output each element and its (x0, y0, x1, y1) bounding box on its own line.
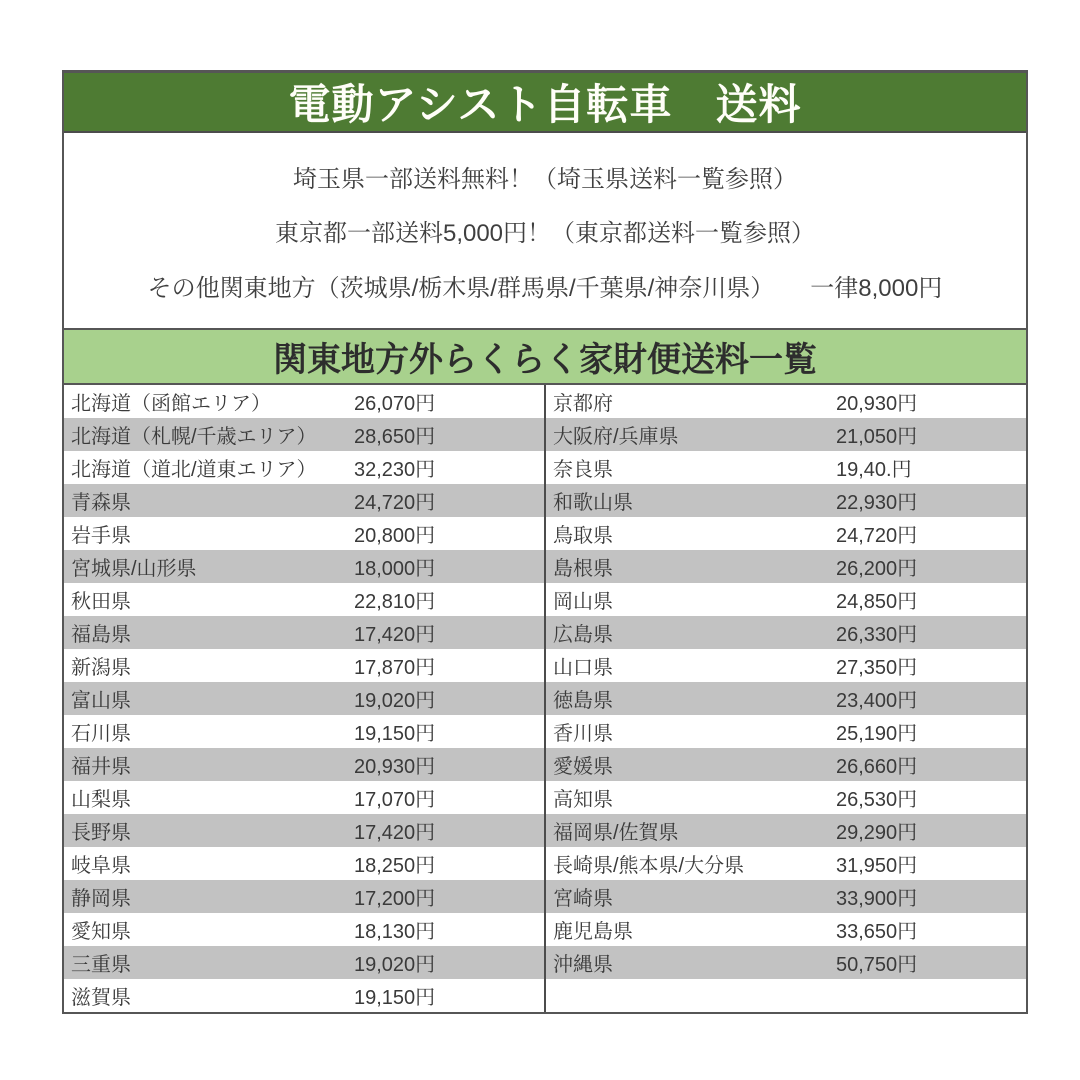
table-row (64, 979, 544, 1012)
prefecture-name: 広島県 (553, 624, 613, 646)
prefecture-name: 京都府 (553, 393, 613, 415)
prefecture-name: 長崎県/熊本県/大分県 (553, 855, 745, 877)
prefecture-name: 愛媛県 (553, 756, 613, 778)
prefecture-name: 宮崎県 (553, 888, 613, 910)
prefecture-name: 北海道（札幌/千歳エリア） (71, 426, 317, 448)
prefecture-name: 三重県 (71, 954, 131, 976)
shipping-price: 20,930円 (836, 393, 918, 415)
prefecture-name: 愛知県 (71, 921, 131, 943)
shipping-price: 28,650円 (354, 426, 436, 448)
prefecture-name: 岡山県 (553, 591, 613, 613)
shipping-price: 19,40.円 (836, 459, 912, 481)
prefecture-name: 青森県 (71, 492, 131, 514)
shipping-price: 21,050円 (836, 426, 918, 448)
shipping-price: 33,900円 (836, 888, 918, 910)
table-row (546, 979, 1026, 1012)
prefecture-name: 奈良県 (553, 459, 613, 481)
shipping-price: 26,070円 (354, 393, 436, 415)
prefecture-name: 長野県 (71, 822, 131, 844)
shipping-price: 27,350円 (836, 657, 918, 679)
shipping-price: 17,870円 (354, 657, 436, 679)
prefecture-name: 北海道（道北/道東エリア） (71, 459, 317, 481)
table-row (64, 550, 544, 583)
table-row (546, 583, 1026, 616)
shipping-price: 26,660円 (836, 756, 918, 778)
table-row (64, 880, 544, 913)
shipping-price: 19,020円 (354, 690, 436, 712)
prefecture-name: 滋賀県 (71, 987, 131, 1009)
prefecture-name: 宮城県/山形県 (71, 558, 197, 580)
prefecture-name: 福島県 (71, 624, 131, 646)
shipping-table-right-column (545, 385, 1026, 1012)
prefecture-name: 沖縄県 (553, 954, 613, 976)
note-saitama: 埼玉県一部送料無料！（埼玉県送料一覧参照） (293, 165, 797, 193)
table-row (546, 880, 1026, 913)
prefecture-name: 和歌山県 (553, 492, 633, 514)
shipping-price: 17,070円 (354, 789, 436, 811)
shipping-price: 19,150円 (354, 723, 436, 745)
prefecture-name: 高知県 (553, 789, 613, 811)
prefecture-name: 秋田県 (71, 591, 131, 613)
table-row (546, 814, 1026, 847)
table-row (546, 847, 1026, 880)
shipping-price: 31,950円 (836, 855, 918, 877)
shipping-price: 26,530円 (836, 789, 918, 811)
table-row (546, 781, 1026, 814)
shipping-notes (64, 133, 1026, 330)
shipping-price: 33,650円 (836, 921, 918, 943)
shipping-price: 17,200円 (354, 888, 436, 910)
shipping-price: 20,800円 (354, 525, 436, 547)
table-row (64, 748, 544, 781)
table-row (546, 649, 1026, 682)
table-row (64, 781, 544, 814)
shipping-price: 18,000円 (354, 558, 436, 580)
prefecture-name: 鹿児島県 (553, 921, 633, 943)
prefecture-name: 福岡県/佐賀県 (553, 822, 679, 844)
table-title: 関東地方外らくらく家財便送料一覧 (64, 330, 1026, 385)
shipping-price: 26,330円 (836, 624, 918, 646)
shipping-price: 17,420円 (354, 822, 436, 844)
prefecture-name: 徳島県 (553, 690, 613, 712)
shipping-price: 23,400円 (836, 690, 918, 712)
shipping-price: 25,190円 (836, 723, 918, 745)
table-row (64, 517, 544, 550)
table-row (546, 517, 1026, 550)
note-tokyo: 東京都一部送料5,000円！（東京都送料一覧参照） (274, 220, 816, 247)
table-row (546, 748, 1026, 781)
table-row (546, 418, 1026, 451)
table-row (64, 913, 544, 946)
shipping-price: 24,720円 (354, 492, 436, 514)
prefecture-name: 北海道（函館エリア） (71, 393, 271, 415)
shipping-price: 19,020円 (354, 954, 436, 976)
table-row (64, 814, 544, 847)
shipping-price: 26,200円 (836, 558, 918, 580)
table-row (64, 847, 544, 880)
table-row (546, 385, 1026, 418)
shipping-price: 19,150円 (354, 987, 436, 1009)
table-row (546, 913, 1026, 946)
shipping-price: 32,230円 (354, 459, 436, 481)
table-row (64, 682, 544, 715)
shipping-price: 24,850円 (836, 591, 918, 613)
table-row (546, 616, 1026, 649)
prefecture-name: 香川県 (553, 723, 613, 745)
table-row (64, 418, 544, 451)
table-row (546, 715, 1026, 748)
table-row (64, 484, 544, 517)
shipping-price: 20,930円 (354, 756, 436, 778)
table-row (64, 451, 544, 484)
shipping-price: 50,750円 (836, 954, 918, 976)
prefecture-name: 富山県 (71, 690, 131, 712)
table-row (546, 484, 1026, 517)
table-row (546, 682, 1026, 715)
shipping-table (64, 385, 1026, 1012)
shipping-price: 22,930円 (836, 492, 918, 514)
shipping-price: 24,720円 (836, 525, 918, 547)
shipping-price: 18,130円 (354, 921, 436, 943)
prefecture-name: 福井県 (71, 756, 131, 778)
table-row (64, 385, 544, 418)
prefecture-name: 大阪府/兵庫県 (553, 426, 679, 448)
table-row (64, 616, 544, 649)
shipping-price: 29,290円 (836, 822, 918, 844)
shipping-table-left-column (64, 385, 545, 1012)
prefecture-name: 島根県 (553, 558, 613, 580)
table-row (64, 649, 544, 682)
shipping-price: 18,250円 (354, 855, 436, 877)
table-row (64, 946, 544, 979)
note-other-kanto: その他関東地方（茨城県/栃木県/群馬県/千葉県/神奈川県） 一律8,000円 (147, 274, 943, 302)
shipping-price: 22,810円 (354, 591, 436, 613)
prefecture-name: 新潟県 (71, 657, 131, 679)
table-row (64, 583, 544, 616)
prefecture-name: 静岡県 (71, 888, 131, 910)
shipping-price: 17,420円 (354, 624, 436, 646)
prefecture-name: 鳥取県 (553, 525, 613, 547)
table-row (546, 451, 1026, 484)
prefecture-name: 山口県 (553, 657, 613, 679)
prefecture-name: 岩手県 (71, 525, 131, 547)
prefecture-name: 石川県 (71, 723, 131, 745)
shipping-notice (62, 70, 1028, 1014)
prefecture-name: 山梨県 (71, 789, 131, 811)
page-title: 電動アシスト自転車 送料 (64, 73, 1026, 133)
table-row (546, 946, 1026, 979)
prefecture-name: 岐阜県 (71, 855, 131, 877)
table-row (64, 715, 544, 748)
table-row (546, 550, 1026, 583)
